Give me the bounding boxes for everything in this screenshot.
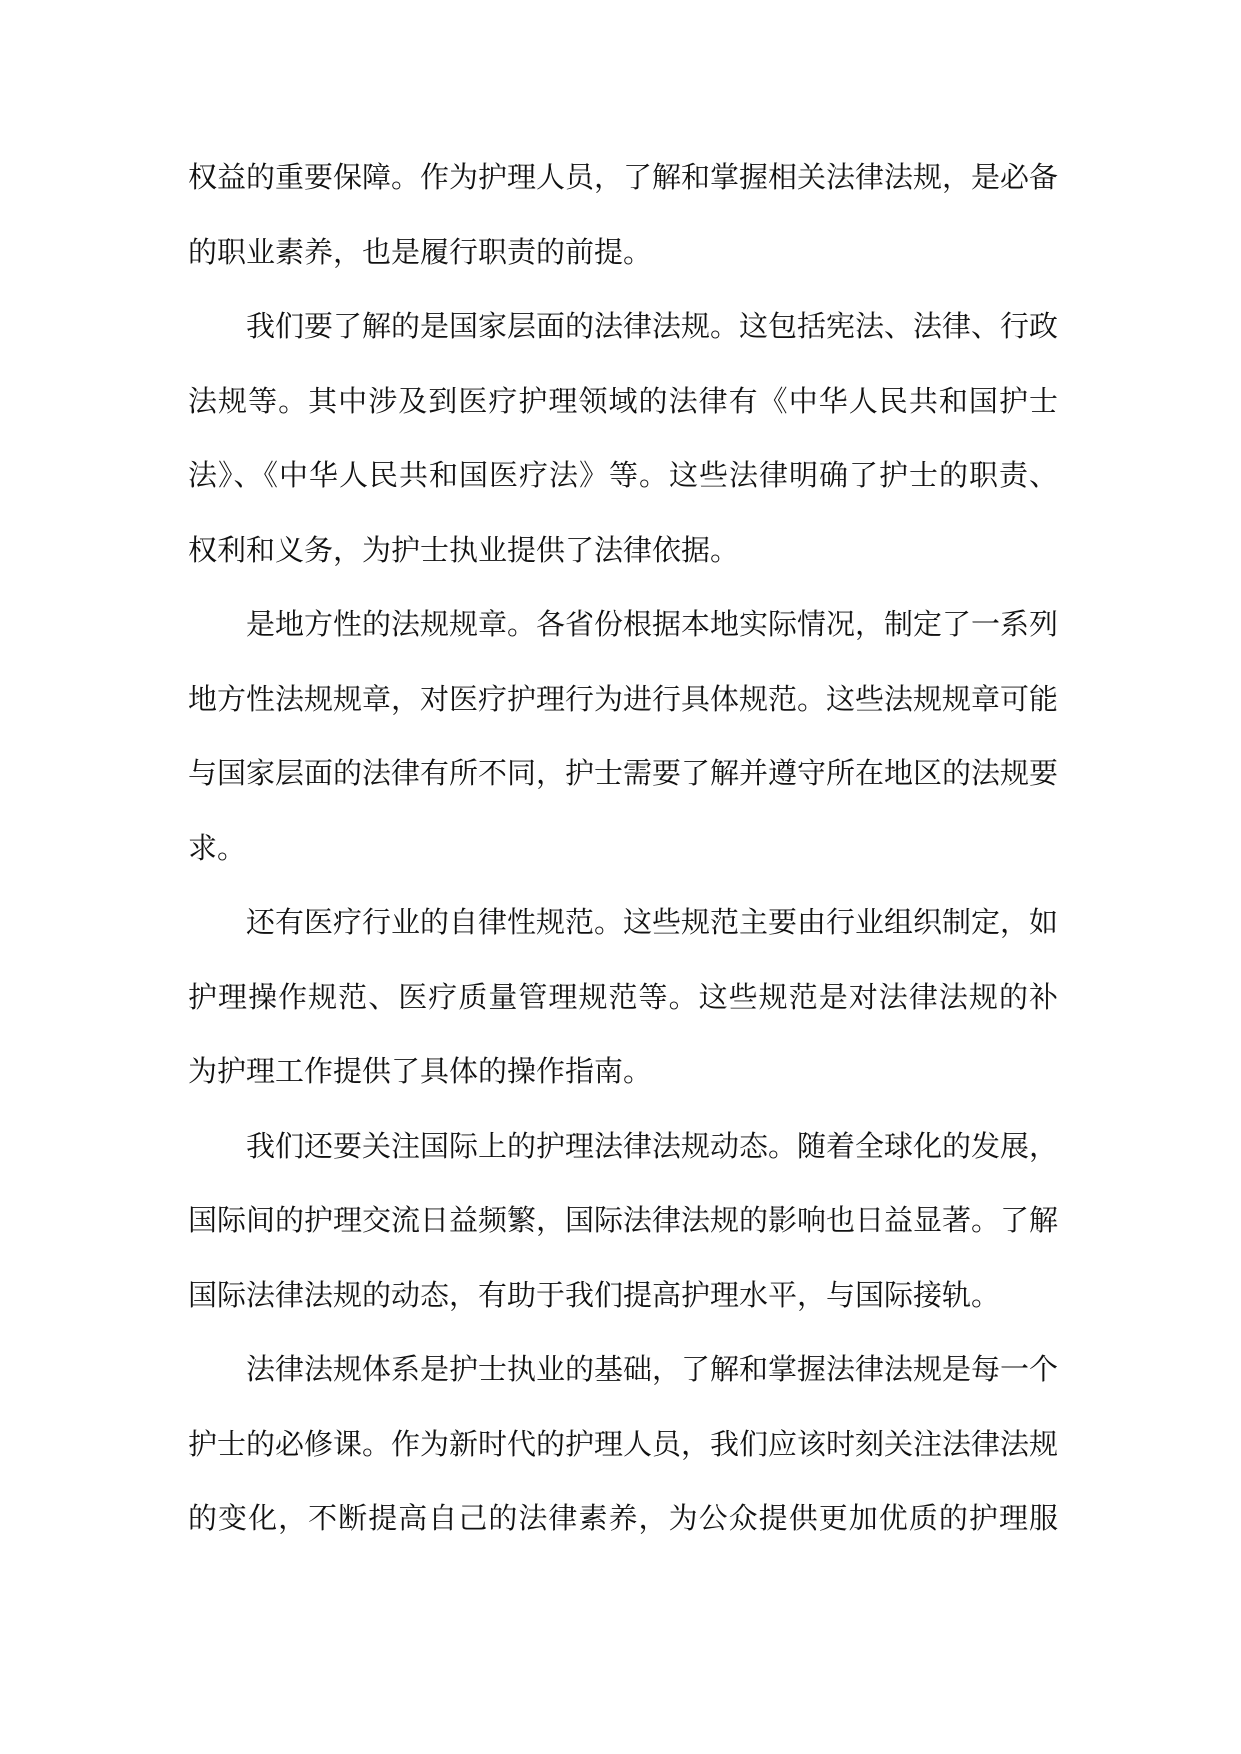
text-line: 是地方性的法规规章。各省份根据本地实际情况，制定了一系列 bbox=[246, 607, 1058, 641]
text-line: 国际法律法规的动态，有助于我们提高护理水平，与国际接轨。 bbox=[188, 1277, 1001, 1312]
text-line: 为护理工作提供了具体的操作指南。 bbox=[188, 1054, 653, 1088]
text-line: 国际间的护理交流日益频繁，国际法律法规的影响也日益显著。了解 bbox=[188, 1203, 1058, 1237]
text-line: 的职业素养，也是履行职责的前提。 bbox=[188, 234, 653, 269]
text-line: 护士的必修课。作为新时代的护理人员，我们应该时刻关注法律法规 bbox=[188, 1426, 1058, 1461]
text-line: 与国家层面的法律有所不同，护士需要了解并遵守所在地区的法规要 bbox=[188, 756, 1058, 790]
text-line: 的变化，不断提高自己的法律素养，为公众提供更加优质的护理服 bbox=[188, 1501, 1058, 1535]
text-line: 地方性法规规章，对医疗护理行为进行具体规范。这些法规规章可能 bbox=[188, 681, 1058, 716]
text-line: 法规等。其中涉及到医疗护理领域的法律有《中华人民共和国护士 bbox=[188, 383, 1058, 418]
text-line: 权益的重要保障。作为护理人员，了解和掌握相关法律法规，是必备 bbox=[188, 160, 1058, 194]
text-line: 护理操作规范、医疗质量管理规范等。这些规范是对法律法规的补 bbox=[188, 979, 1058, 1014]
text-line: 我们要了解的是国家层面的法律法规。这包括宪法、法律、行政 bbox=[246, 309, 1058, 343]
text-line: 我们还要关注国际上的护理法律法规动态。随着全球化的发展， bbox=[246, 1128, 1058, 1163]
text-line: 求。 bbox=[188, 830, 247, 865]
text-line: 法》、《中华人民共和国医疗法》等。这些法律明确了护士的职责、 bbox=[188, 458, 1058, 492]
document-body bbox=[188, 140, 1058, 1556]
text-line: 法律法规体系是护士执业的基础，了解和掌握法律法规是每一个 bbox=[246, 1352, 1058, 1386]
text-line: 还有医疗行业的自律性规范。这些规范主要由行业组织制定，如 bbox=[246, 905, 1058, 939]
text-line: 权利和义务，为护士执业提供了法律依据。 bbox=[188, 532, 740, 567]
